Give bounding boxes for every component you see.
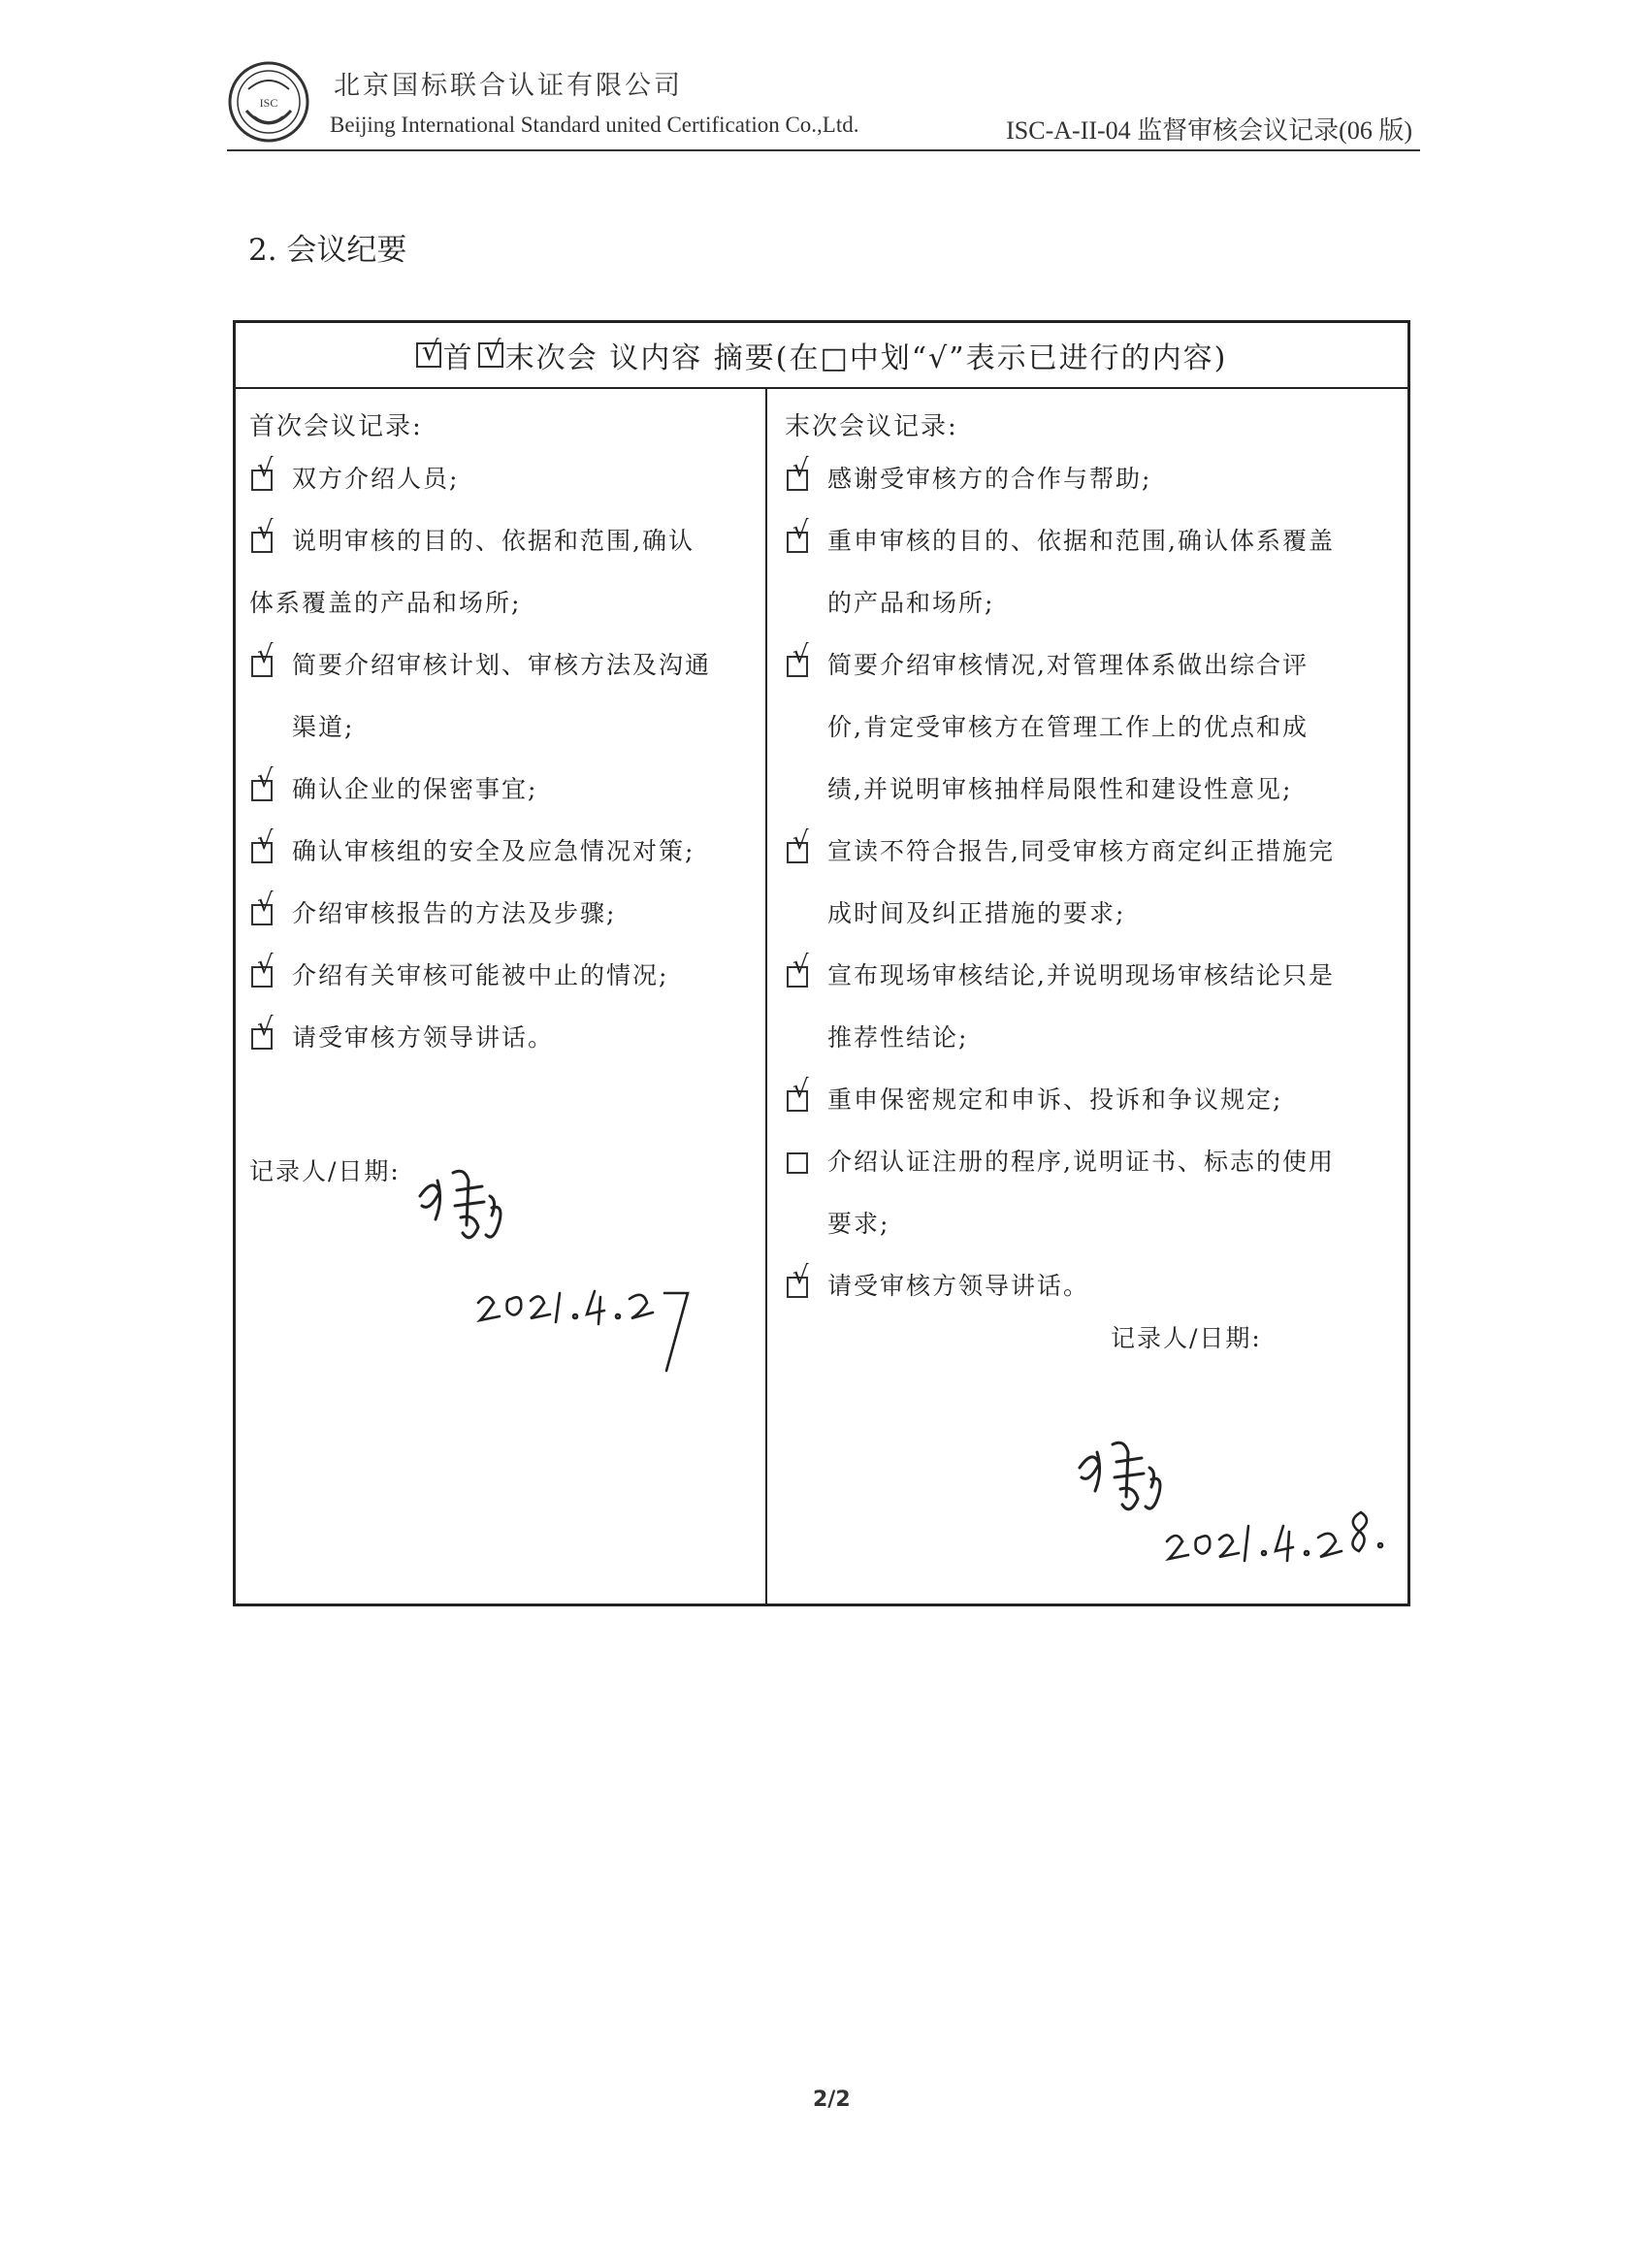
first-meeting-items — [249, 448, 754, 1069]
checklist-item-text: 绩,并说明审核抽样局限性和建设性意见; — [827, 775, 1293, 803]
checklist-item-continuation — [785, 759, 1402, 821]
checklist-item — [249, 510, 754, 572]
checklist-item-text: 简要介绍审核计划、审核方法及沟通 — [292, 651, 712, 679]
checklist-item-text: 请受审核方领导讲话。 — [292, 1023, 555, 1052]
checkmark-icon: √ — [257, 764, 275, 794]
last-meeting-recorder-label: 记录人/日期: — [1111, 1324, 1262, 1352]
first-meeting-recorder-label: 记录人/日期: — [249, 1157, 401, 1185]
checkmark-icon: √ — [257, 826, 275, 856]
checklist-item-continuation — [785, 1007, 1402, 1069]
checkmark-icon: √ — [792, 1261, 811, 1290]
checklist-item-text: 简要介绍审核情况,对管理体系做出综合评 — [827, 651, 1309, 679]
column-divider — [765, 389, 767, 1606]
checklist-item-text: 重申审核的目的、依据和范围,确认体系覆盖 — [827, 527, 1335, 555]
checklist-item — [785, 448, 1402, 510]
checkmark-icon: √ — [792, 640, 811, 669]
checklist-item-continuation — [785, 697, 1402, 759]
checklist-item-text: 要求; — [827, 1210, 890, 1238]
last-meeting-signature-icon — [1070, 1419, 1400, 1594]
checklist-item-text: 确认企业的保密事宜; — [292, 775, 538, 803]
checklist-item-continuation — [785, 572, 1402, 634]
first-meeting-signature-icon — [410, 1157, 701, 1380]
checklist-item-continuation — [785, 1193, 1402, 1255]
checkmark-icon: √ — [257, 1013, 275, 1042]
checklist-item-text: 推荐性结论; — [827, 1023, 969, 1052]
checklist-item — [785, 1131, 1402, 1193]
checklist-item — [249, 634, 754, 697]
checkmark-icon: √ — [257, 640, 275, 669]
document-header — [227, 60, 1420, 151]
checkbox[interactable] — [787, 1152, 808, 1174]
page-number: 2/2 — [813, 2088, 851, 2112]
checkmark-icon: √ — [257, 951, 275, 980]
checkmark-icon: √ — [483, 335, 503, 367]
isc-seal-logo-icon — [227, 60, 310, 144]
checklist-item-text: 感谢受审核方的合作与帮助; — [827, 465, 1152, 493]
checkmark-icon: √ — [257, 889, 275, 918]
checklist-item-text: 的产品和场所; — [827, 589, 995, 617]
checklist-item-text: 介绍审核报告的方法及步骤; — [292, 899, 617, 927]
company-name-cn: 北京国标联合认证有限公司 — [334, 71, 683, 101]
checkmark-icon: √ — [257, 454, 275, 483]
checklist-item — [785, 510, 1402, 572]
checklist-item-text: 介绍认证注册的程序,说明证书、标志的使用 — [827, 1148, 1335, 1176]
checklist-item-continuation — [249, 572, 754, 634]
last-meeting-items — [785, 448, 1402, 1317]
checklist-item-text: 双方介绍人员; — [292, 465, 460, 493]
checklist-item-text: 介绍有关审核可能被中止的情况; — [292, 961, 669, 989]
checklist-item — [249, 759, 754, 821]
checklist-item — [249, 448, 754, 510]
meeting-minutes-table — [233, 320, 1410, 1606]
checkbox-first-meeting[interactable] — [416, 335, 441, 368]
checklist-item — [249, 821, 754, 883]
checklist-item-text: 宣布现场审核结论,并说明现场审核结论只是 — [827, 961, 1335, 989]
section-title: 2. 会议纪要 — [248, 233, 407, 268]
checklist-item — [785, 634, 1402, 697]
checklist-item — [249, 1007, 754, 1069]
checklist-item — [249, 945, 754, 1007]
checkmark-icon: √ — [792, 1075, 811, 1104]
checkmark-icon: √ — [792, 826, 811, 856]
checkbox-last-meeting[interactable] — [478, 335, 503, 368]
checklist-item-text: 体系覆盖的产品和场所; — [249, 589, 522, 617]
checklist-item-text: 渠道; — [292, 713, 355, 741]
checkmark-icon: √ — [792, 951, 811, 980]
first-meeting-title: 首次会议记录: — [249, 412, 423, 441]
checklist-item-text: 说明审核的目的、依据和范围,确认 — [292, 527, 695, 555]
document-code: ISC-A-II-04 监督审核会议记录(06 版) — [1006, 116, 1412, 145]
checklist-item — [785, 821, 1402, 883]
svg-text:ISC: ISC — [259, 96, 278, 110]
checklist-item-text: 确认审核组的安全及应急情况对策; — [292, 837, 695, 865]
checklist-item — [785, 945, 1402, 1007]
checklist-item — [249, 883, 754, 945]
header-summary-label: 末次会 议内容 摘要(在□中划“√”表示已进行的内容) — [504, 341, 1228, 375]
last-meeting-title: 末次会议记录: — [785, 412, 958, 441]
checklist-item-text: 成时间及纠正措施的要求; — [827, 899, 1126, 927]
last-meeting-column — [785, 389, 1402, 1354]
checklist-item-text: 价,肯定受审核方在管理工作上的优点和成 — [827, 713, 1309, 741]
checkmark-icon: √ — [257, 516, 275, 545]
checklist-item-text: 请受审核方领导讲话。 — [827, 1272, 1090, 1300]
checkmark-icon: √ — [792, 454, 811, 483]
header-first-label: 首 — [442, 341, 474, 375]
table-header — [236, 323, 1407, 389]
checklist-item-continuation — [785, 883, 1402, 945]
company-name-en: Beijing International Standard united Certification Co.,Ltd. — [330, 113, 859, 137]
first-meeting-column — [249, 389, 754, 1187]
checkmark-icon: √ — [792, 516, 811, 545]
checklist-item — [785, 1255, 1402, 1317]
checklist-item — [785, 1069, 1402, 1131]
checklist-item-text: 重申保密规定和申诉、投诉和争议规定; — [827, 1085, 1283, 1114]
checkmark-icon: √ — [421, 335, 441, 367]
checklist-item-continuation — [249, 697, 754, 759]
checklist-item-text: 宣读不符合报告,同受审核方商定纠正措施完 — [827, 837, 1335, 865]
